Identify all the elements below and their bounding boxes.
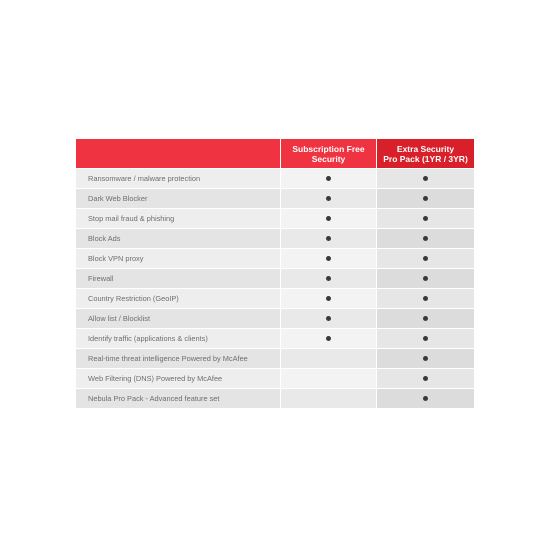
table-row xyxy=(76,228,474,248)
feature-label: Allow list / Blocklist xyxy=(76,308,280,328)
feature-label: Dark Web Blocker xyxy=(76,188,280,208)
feature-label: Block VPN proxy xyxy=(76,248,280,268)
included-dot-icon xyxy=(423,196,428,201)
included-dot-icon xyxy=(423,256,428,261)
table-row xyxy=(76,268,474,288)
extra-security-cell xyxy=(376,368,474,388)
header-free-line-1: Subscription Free xyxy=(292,143,365,154)
subscription-free-cell xyxy=(280,348,376,368)
header-feature-column xyxy=(76,139,280,168)
table-row xyxy=(76,208,474,228)
subscription-free-cell xyxy=(280,168,376,188)
subscription-free-cell xyxy=(280,308,376,328)
table-row xyxy=(76,348,474,368)
extra-security-cell xyxy=(376,208,474,228)
included-dot-icon xyxy=(326,296,331,301)
table-row xyxy=(76,248,474,268)
feature-comparison-table xyxy=(76,139,474,408)
subscription-free-cell xyxy=(280,228,376,248)
included-dot-icon xyxy=(423,356,428,361)
included-dot-icon xyxy=(326,236,331,241)
table-row xyxy=(76,168,474,188)
included-dot-icon xyxy=(326,336,331,341)
extra-security-cell xyxy=(376,268,474,288)
subscription-free-cell xyxy=(280,248,376,268)
table-row xyxy=(76,368,474,388)
feature-label: Identify traffic (applications & clients) xyxy=(76,328,280,348)
header-free-line-2: Security xyxy=(311,153,346,164)
table-row xyxy=(76,328,474,348)
extra-security-cell xyxy=(376,168,474,188)
included-dot-icon xyxy=(326,256,331,261)
extra-security-cell xyxy=(376,248,474,268)
subscription-free-cell xyxy=(280,288,376,308)
feature-label: Nebula Pro Pack - Advanced feature set xyxy=(76,388,280,408)
subscription-free-cell xyxy=(280,268,376,288)
header-subscription-free-security xyxy=(280,139,376,168)
subscription-free-cell xyxy=(280,368,376,388)
feature-label: Web Filtering (DNS) Powered by McAfee xyxy=(76,368,280,388)
included-dot-icon xyxy=(423,216,428,221)
extra-security-cell xyxy=(376,288,474,308)
subscription-free-cell xyxy=(280,328,376,348)
included-dot-icon xyxy=(326,276,331,281)
subscription-free-cell xyxy=(280,208,376,228)
feature-label: Firewall xyxy=(76,268,280,288)
included-dot-icon xyxy=(326,196,331,201)
feature-label: Stop mail fraud & phishing xyxy=(76,208,280,228)
table-row xyxy=(76,388,474,408)
extra-security-cell xyxy=(376,188,474,208)
included-dot-icon xyxy=(326,176,331,181)
included-dot-icon xyxy=(423,316,428,321)
included-dot-icon xyxy=(423,296,428,301)
extra-security-cell xyxy=(376,228,474,248)
header-extra-security-pro-pack xyxy=(376,139,474,168)
extra-security-cell xyxy=(376,348,474,368)
feature-label: Ransomware / malware protection xyxy=(76,168,280,188)
included-dot-icon xyxy=(423,276,428,281)
subscription-free-cell xyxy=(280,188,376,208)
feature-label: Real-time threat intelligence Powered by McAfee xyxy=(76,348,280,368)
extra-security-cell xyxy=(376,328,474,348)
included-dot-icon xyxy=(423,396,428,401)
included-dot-icon xyxy=(423,336,428,341)
subscription-free-cell xyxy=(280,388,376,408)
included-dot-icon xyxy=(423,376,428,381)
table-row xyxy=(76,188,474,208)
included-dot-icon xyxy=(326,316,331,321)
table-body xyxy=(76,168,474,408)
feature-label: Country Restriction (GeoIP) xyxy=(76,288,280,308)
table-row xyxy=(76,308,474,328)
table-row xyxy=(76,288,474,308)
extra-security-cell xyxy=(376,308,474,328)
header-extra-line-1: Extra Security xyxy=(396,143,455,154)
header-extra-line-2: Pro Pack (1YR / 3YR) xyxy=(383,153,468,164)
feature-label: Block Ads xyxy=(76,228,280,248)
extra-security-cell xyxy=(376,388,474,408)
included-dot-icon xyxy=(326,216,331,221)
included-dot-icon xyxy=(423,176,428,181)
included-dot-icon xyxy=(423,236,428,241)
table-header-row xyxy=(76,139,474,168)
